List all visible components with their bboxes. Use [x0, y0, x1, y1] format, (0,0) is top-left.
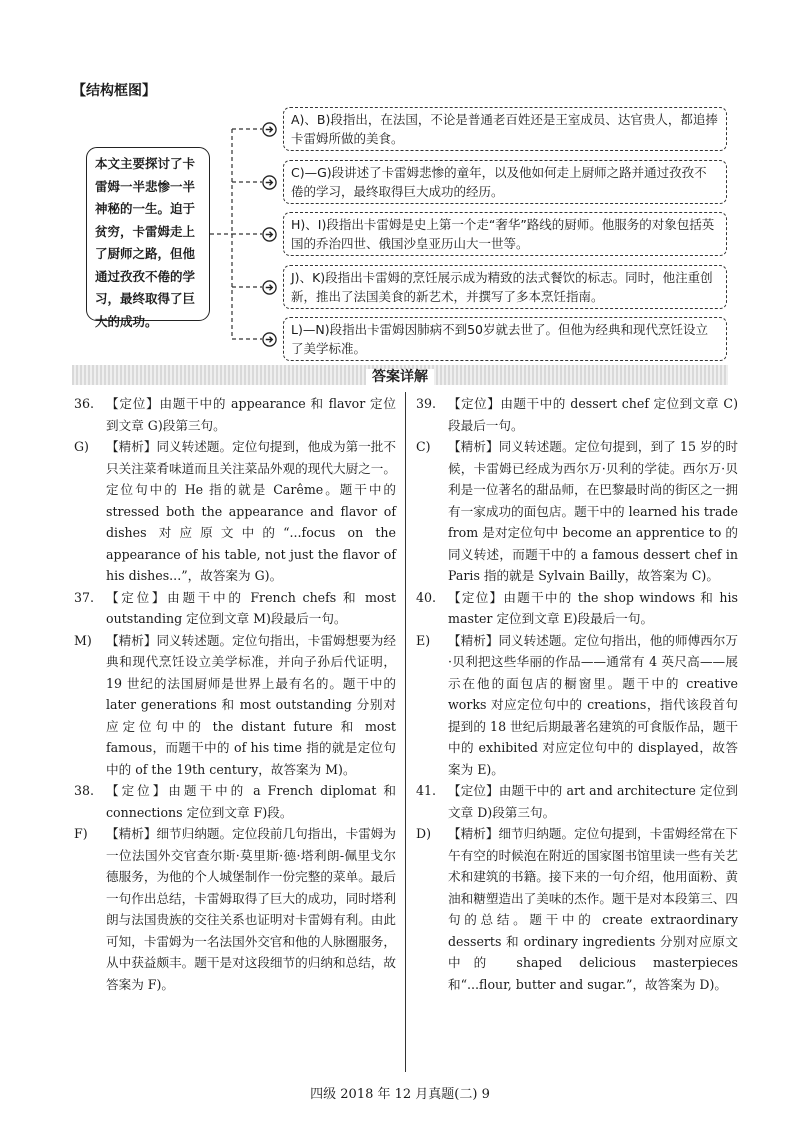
- answer-item: [416, 780, 738, 823]
- answer-item: [74, 780, 396, 823]
- item-label: 37.: [74, 589, 95, 605]
- answer-item: [416, 436, 738, 587]
- item-text: 【定位】由题干中的 the shop windows 和 his master 定位到文章 E)段最后一句。: [448, 589, 738, 626]
- column-divider: [405, 392, 406, 1072]
- item-label: 36.: [74, 396, 95, 411]
- page-footer: 四级 2018 年 12 月真题(二) 9: [310, 1087, 490, 1102]
- item-text: 【定位】由题干中的 dessert chef 定位到文章 C)段最后一句。: [448, 396, 738, 433]
- branch-jk: J)、K)段指出卡雷姆的烹饪展示成为精致的法式餐饮的标志。同时，他注重创新，推出了法国美食的新艺术，并撰写了多本烹饪指南。: [283, 265, 727, 309]
- item-label: 40.: [416, 589, 437, 605]
- branch-ln: L)—N)段指出卡雷姆因肺病不到50岁就去世了。但他为经典和现代烹饪设立了美学标准。: [283, 317, 727, 361]
- answer-item: [74, 587, 396, 630]
- branch-cg: C)—G)段讲述了卡雷姆悲惨的童年，以及他如何走上厨师之路并通过孜孜不倦的学习，最终取得巨大成功的经历。: [283, 160, 727, 204]
- answer-item: [416, 393, 738, 436]
- item-label: E): [416, 632, 431, 648]
- answer-item: [74, 630, 396, 781]
- item-label: D): [416, 826, 432, 841]
- frame-title: 【结构框图】: [72, 83, 156, 99]
- item-text: 【定位】由题干中的 a French diplomat 和 connections 定位到文章 F)段。: [106, 783, 396, 820]
- item-label: G): [74, 439, 89, 454]
- arrow-right-icon: [262, 122, 277, 137]
- answer-item: [74, 823, 396, 995]
- item-label: 41.: [416, 783, 437, 798]
- answer-column-right: [416, 393, 738, 995]
- section-title: 答案详解: [0, 366, 800, 386]
- arrow-right-icon: [262, 227, 277, 242]
- item-label: 39.: [416, 396, 437, 411]
- answer-item: [416, 630, 738, 781]
- answer-item: [74, 436, 396, 587]
- item-text: 【定位】由题干中的 appearance 和 flavor 定位到文章 G)段第三句。: [106, 396, 396, 433]
- arrow-right-icon: [262, 175, 277, 190]
- answer-item: [74, 393, 396, 436]
- answer-column-left: [74, 393, 396, 995]
- item-text: 【定位】由题干中的 art and architecture 定位到文章 D)段第三句。: [448, 783, 738, 820]
- item-label: F): [74, 826, 88, 841]
- item-text: 【定位】由题干中的 French chefs 和 most outstanding 定位到文章 M)段最后一句。: [106, 589, 396, 626]
- item-label: 38.: [74, 783, 95, 798]
- item-text: 【精析】同义转述题。定位句指出，他的师傅西尔万·贝利把这些华丽的作品——通常有 4 英尺高——展示在他的面包店的橱窗里。题干中的 creative works 对应定位句中的 creations，指代该段首句提到的 18 世纪后期最著名建筑的可食版作品，题干中的 exhibited 对应定位句中的 displayed，故答案为 E)。: [448, 632, 738, 777]
- answer-item: [416, 587, 738, 630]
- item-text: 【精析】细节归纳题。定位句提到，卡雷姆经常在下午有空的时候泡在附近的国家图书馆里读一些有关艺术和建筑的书籍。接下来的一句介绍，他用面粉、黄油和糖塑造出了美味的杰作。题干是对本段第三、四句的总结。题干中的 create extraordinary desserts 和 ordinary ingredients 分别对应原文中的 shaped delicious masterpieces 和“...flour, butter and sugar.”，故答案为 D)。: [448, 826, 738, 992]
- item-label: M): [74, 632, 92, 648]
- branch-hi: H)、I)段指出卡雷姆是史上第一个走“奢华”路线的厨师。他服务的对象包括英国的乔治四世、俄国沙皇亚历山大一世等。: [283, 212, 727, 256]
- item-label: C): [416, 439, 431, 454]
- item-text: 【精析】同义转述题。定位句提到，到了 15 岁的时候，卡雷姆已经成为西尔万·贝利的学徒。西尔万·贝利是一位著名的甜品师，在巴黎最时尚的街区之一拥有一家成功的面包店。题干中的 learned his trade from 是对定位句中 become an apprentice to 的同义转述，而题干中的 a famous dessert chef in Paris 指的就是 Sylvain Bailly，故答案为 C)。: [448, 439, 738, 583]
- summary-box: 本文主要探讨了卡雷姆一半悲惨一半神秘的一生。迫于贫穷，卡雷姆走上了厨师之路，但他通过孜孜不倦的学习，最终取得了巨大的成功。: [86, 147, 210, 321]
- arrow-right-icon: [262, 280, 277, 295]
- branch-ab: A)、B)段指出，在法国，不论是普通老百姓还是王室成员、达官贵人，都追捧卡雷姆所做的美食。: [283, 107, 727, 151]
- item-text: 【精析】细节归纳题。定位段前几句指出，卡雷姆为一位法国外交官查尔斯·莫里斯·德·塔利朗-佩里戈尔德服务，为他的个人城堡制作一份完整的菜单。最后一句作出总结，卡雷姆取得了巨大的成功，同时塔利朗与法国贵族的交往关系也证明对卡雷姆有利。由此可知，卡雷姆为一名法国外交官和他的人脉圈服务，从中获益颇丰。题干是对这段细节的归纳和总结，故答案为 F)。: [106, 826, 396, 992]
- answer-item: [416, 823, 738, 995]
- item-text: 【精析】同义转述题。定位句提到，他成为第一批不只关注菜肴味道而且关注菜品外观的现代大厨之一。定位句中的 He 指的就是 Carême。题干中的 stressed both the appearance and flavor of dishes 对应原文中的“...focus on the appearance of his table, not just the flavor of his dishes...”，故答案为 G)。: [106, 439, 396, 583]
- arrow-right-icon: [262, 332, 277, 347]
- item-text: 【精析】同义转述题。定位句指出，卡雷姆想要为经典和现代烹饪设立美学标准，并向子孙后代证明，19 世纪的法国厨师是世界上最有名的。题干中的 later generations 和 most outstanding 分别对应定位句中的 the distant future 和 most famous，而题干中的 of his time 指的就是定位句中的 of the 19th century，故答案为 M)。: [106, 632, 396, 777]
